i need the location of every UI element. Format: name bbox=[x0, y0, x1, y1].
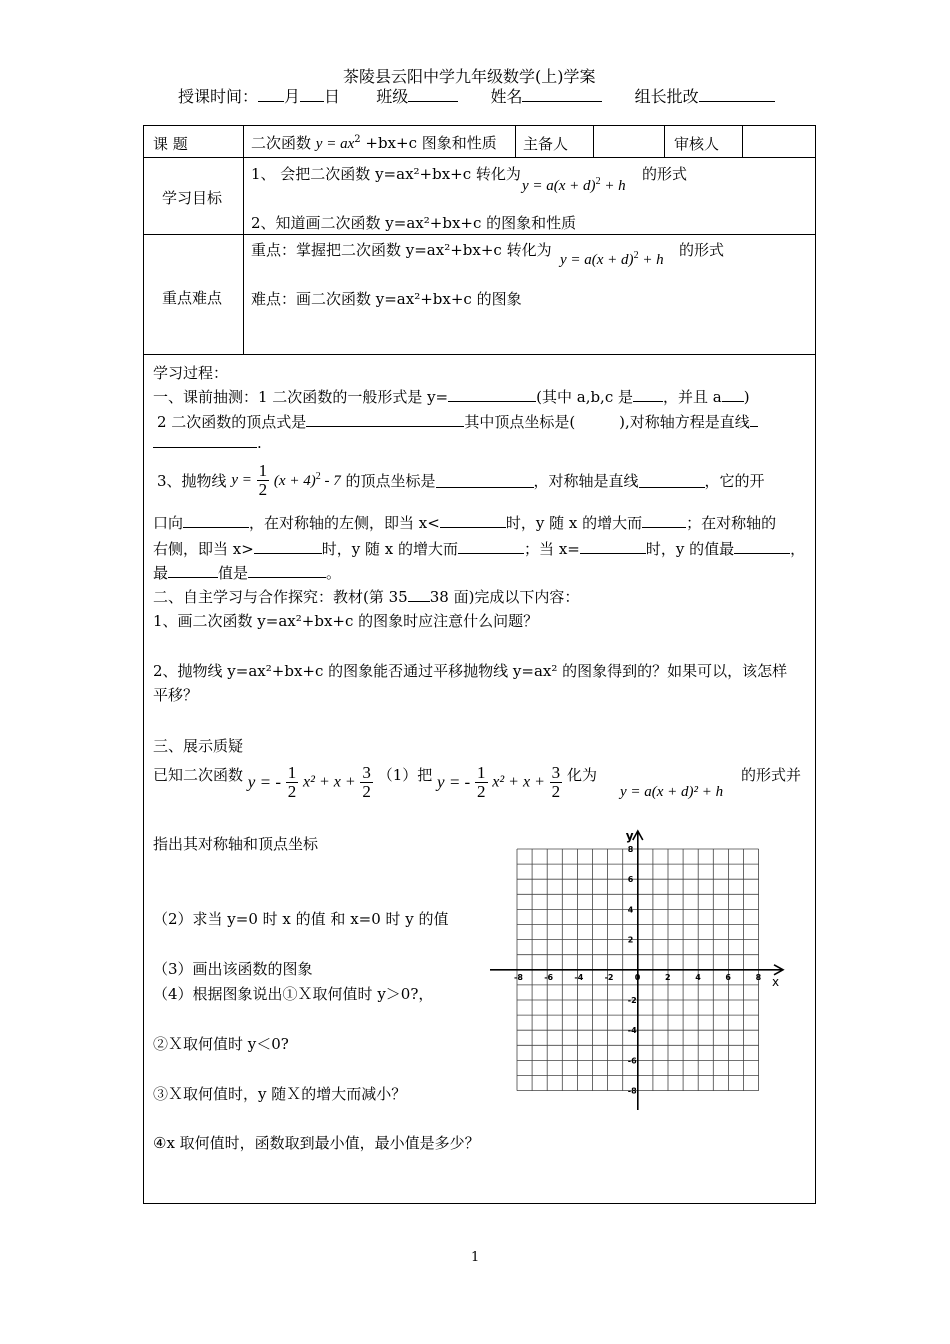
keypoints-label: 重点难点 bbox=[162, 289, 223, 307]
keypoint-2: 难点：画二次函数 y=ax²+bx+c 的图象 bbox=[251, 290, 522, 308]
y-tick-label: 8 bbox=[627, 845, 634, 854]
y-tick-label: -8 bbox=[627, 1086, 637, 1096]
pretest-line-1: 一、课前抽测：1 二次函数的一般形式是 y= (其中 a,b,c 是 ，并且 a ) bbox=[153, 388, 750, 406]
y-tick-label: -6 bbox=[627, 1056, 637, 1066]
topic-text: 二次函数 bbox=[251, 134, 312, 152]
y-tick-label: -4 bbox=[627, 1026, 637, 1036]
topic-label: 课 题 bbox=[153, 135, 188, 153]
x-tick-label: -6 bbox=[544, 972, 554, 982]
question-2-line-b: 平移？ bbox=[153, 686, 199, 704]
x-tick-label: 0 bbox=[634, 972, 641, 982]
day-label: 日 bbox=[324, 87, 341, 106]
x-tick-label: -2 bbox=[604, 972, 614, 982]
x-tick-label: 6 bbox=[725, 972, 731, 982]
name-label: 姓名 bbox=[490, 87, 523, 106]
goal-1-formula: $y = a(x + d)^2 + h$ bbox=[522, 176, 626, 194]
example-line-1-end: 的形式并 bbox=[741, 766, 802, 784]
goal-1-text: 1、 会把二次函数 y=ax²+bx+c 转化为 bbox=[251, 165, 521, 183]
x-tick-label: -8 bbox=[514, 972, 523, 982]
example-line-1: 已知二次函数 y = - $\frac{1}{2}$ x² + x + $\frac{3}{2}$ （1）把 y = - $\frac{1}{2}$ x² + x + $\frac{3}{2}$ 化为 bbox=[153, 763, 597, 801]
topic-text-tail: +bx+c 图象和性质 bbox=[365, 134, 497, 152]
reviewer-label: 审核人 bbox=[674, 135, 720, 153]
question-part-4: （4）根据图象说出①Ｘ取何值时 y＞0?， bbox=[153, 985, 434, 1003]
question-part-3: （3）画出该函数的图象 bbox=[153, 960, 313, 978]
process-title: 学习过程： bbox=[153, 364, 229, 382]
y-tick-label: 4 bbox=[627, 905, 634, 915]
question-part-4-3: ③Ｘ取何值时，y 随Ｘ的增大而减小？ bbox=[153, 1085, 407, 1103]
month-label: 月 bbox=[284, 87, 301, 106]
coordinate-grid-svg bbox=[488, 828, 788, 1112]
topic-formula-exponent: 2 bbox=[354, 134, 361, 145]
question-2-line-a: 2、抛物线 y=ax²+bx+c 的图象能否通过平移抛物线 y=ax² 的图象得到的？如果可以，该怎样 bbox=[153, 662, 788, 680]
question-part-2: （2）求当 y=0 时 x 的值 和 x=0 时 y 的值 bbox=[153, 910, 449, 928]
question-1: 1、画二次函数 y=ax²+bx+c 的图象时应注意什么问题？ bbox=[153, 612, 539, 630]
time-label: 授课时间： bbox=[178, 87, 259, 106]
keypoint-1: 重点：掌握把二次函数 y=ax²+bx+c 转化为 bbox=[251, 241, 552, 259]
pretest-line-5: 右侧，即当 x> 时，y 随 x 的增大而 ；当 x= 时，y 的值最 ， bbox=[153, 540, 806, 558]
topic-formula: y = ax bbox=[315, 136, 355, 152]
goal-1-end: 的形式 bbox=[642, 165, 688, 183]
y-tick-label: 2 bbox=[627, 935, 634, 945]
goal-2: 2、知道画二次函数 y=ax²+bx+c 的图象和性质 bbox=[251, 214, 577, 232]
y-tick-label: -2 bbox=[627, 996, 637, 1005]
goals-label: 学习目标 bbox=[162, 189, 223, 207]
review-label: 组长批改 bbox=[634, 87, 699, 106]
page-title: 茶陵县云阳中学九年级数学(上)学案 bbox=[343, 67, 596, 86]
pretest-line-2b: . bbox=[153, 433, 262, 452]
pretest-line-4: 口向 ，在对称轴的左侧，即当 x< 时，y 随 x 的增大而 ；在对称轴的 bbox=[153, 514, 777, 532]
y-tick-label: 6 bbox=[627, 875, 634, 885]
question-part-4-4: ④x 取何值时，函数取到最小值，最小值是多少？ bbox=[153, 1134, 480, 1152]
header-info-line bbox=[178, 84, 775, 107]
class-label: 班级 bbox=[376, 87, 409, 106]
x-tick-label: 2 bbox=[665, 972, 671, 982]
goal-1 bbox=[251, 163, 521, 184]
section-2-title: 二、自主学习与合作探究：教材(第 35 38 面)完成以下内容： bbox=[153, 588, 580, 606]
coordinate-grid bbox=[488, 828, 788, 1116]
x-tick-label: -4 bbox=[574, 972, 584, 982]
section-3-title: 三、展示质疑 bbox=[153, 737, 244, 755]
question-part-4-2: ②Ｘ取何值时 y＜0? bbox=[153, 1035, 289, 1053]
preparer-label: 主备人 bbox=[523, 135, 569, 153]
keypoint-1-formula: $y = a(x + d)^2 + h$ bbox=[560, 250, 664, 268]
x-tick-label: 4 bbox=[695, 972, 701, 982]
example-line-2: 指出其对称轴和顶点坐标 bbox=[153, 835, 319, 853]
topic-title bbox=[251, 132, 497, 153]
pretest-line-2: 2 二次函数的顶点式是 其中顶点坐标是( ),对称轴方程是直线 bbox=[157, 411, 758, 432]
x-tick-label: 8 bbox=[755, 972, 762, 982]
x-axis-label: x bbox=[772, 974, 780, 989]
pretest-line-3: 3、抛物线 y = $\frac{1}{2}$ $(x + 4)^2 - 7$ 的顶点坐标是 ，对称轴是直线 ，它的开 bbox=[157, 461, 765, 499]
pretest-line-6: 最 值是 。 bbox=[153, 564, 342, 582]
example-vertex-formula: y = a(x + d)² + h bbox=[620, 784, 724, 800]
y-axis-label: y bbox=[625, 829, 634, 843]
keypoint-1-end: 的形式 bbox=[679, 241, 725, 259]
page-number: 1 bbox=[471, 1250, 480, 1265]
